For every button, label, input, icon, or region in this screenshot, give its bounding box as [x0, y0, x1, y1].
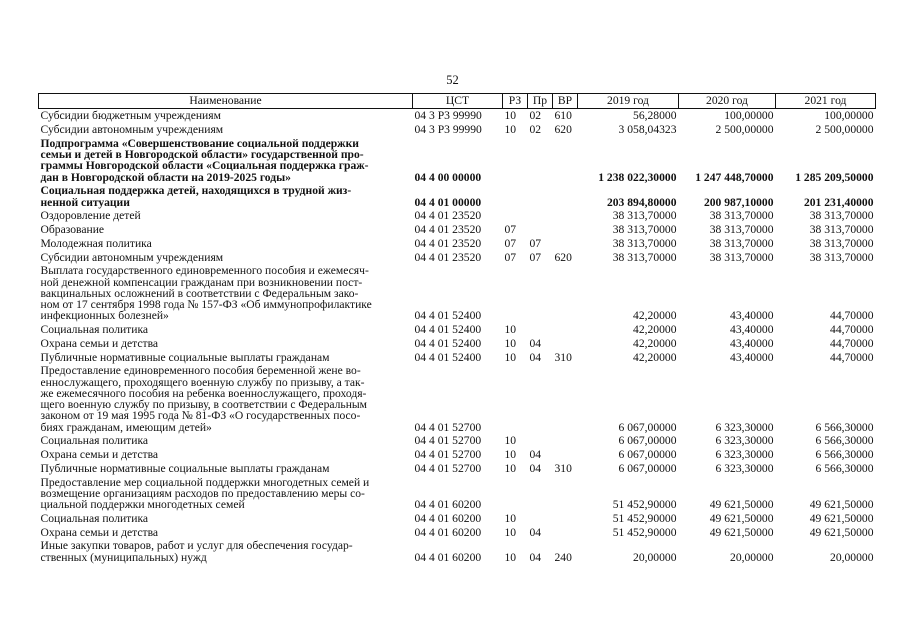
cell-name-line: Субсидии автономным учреждениям — [40, 123, 224, 137]
cell-pr — [528, 475, 553, 511]
table-row — [39, 223, 876, 237]
cell-pr — [528, 323, 553, 337]
cell-cst: 04 4 01 52700 — [414, 420, 482, 434]
cell-cst: 04 4 01 52400 — [414, 350, 482, 364]
cell-2021: 201 231,40000 — [803, 195, 874, 209]
cell-2021: 6 566,30000 — [815, 448, 874, 462]
cell-rz — [503, 264, 528, 323]
cell-2019: 20,00000 — [633, 550, 677, 564]
cell-2019: 51 452,90000 — [612, 525, 677, 539]
cell-2020: 38 313,70000 — [709, 209, 774, 223]
cell-2021: 2 500,00000 — [815, 123, 874, 137]
cell-name — [39, 350, 413, 364]
cell-pr: 04 — [529, 461, 542, 475]
table-row — [39, 109, 876, 123]
cell-name-line: еннослужащего, проходящего военную службу по призыву, а так- — [40, 375, 365, 389]
cell-name-line: дан в Новгородской области на 2019-2025 годы» — [40, 170, 291, 184]
cell-2020: 49 621,50000 — [709, 498, 774, 512]
cell-name — [39, 223, 413, 237]
table-row — [39, 237, 876, 251]
cell-2019: 38 313,70000 — [612, 209, 677, 223]
cell-pr — [528, 209, 553, 223]
cell-rz: 10 — [504, 511, 517, 525]
cell-2021: 6 566,30000 — [815, 420, 874, 434]
cell-name-line: граммы Новгородской области «Социальная поддержка граж- — [40, 159, 369, 173]
cell-cst: 04 4 01 52700 — [414, 461, 482, 475]
cell-2019: 51 452,90000 — [612, 498, 677, 512]
header-cst: ЦСТ — [413, 94, 503, 109]
cell-vr — [553, 209, 578, 223]
cell-rz: 10 — [504, 350, 517, 364]
cell-2020: 38 313,70000 — [709, 250, 774, 264]
header-vr: ВР — [553, 94, 578, 109]
cell-vr — [553, 137, 578, 184]
cell-pr — [528, 137, 553, 184]
cell-name-line: Субсидии автономным учреждениям — [40, 250, 224, 264]
cell-2019: 203 894,80000 — [606, 195, 677, 209]
cell-name-line: инфекционных болезней» — [40, 309, 169, 323]
cell-2020: 20,00000 — [730, 550, 774, 564]
cell-rz: 10 — [504, 336, 517, 350]
table-row — [39, 448, 876, 462]
cell-pr: 07 — [529, 236, 542, 250]
budget-table — [38, 93, 876, 564]
cell-2021: 49 621,50000 — [809, 511, 874, 525]
cell-cst: 04 4 01 60200 — [414, 511, 482, 525]
cell-2021: 1 285 209,50000 — [795, 170, 874, 184]
cell-name — [39, 323, 413, 337]
cell-pr: 04 — [529, 525, 542, 539]
cell-2019: 38 313,70000 — [612, 223, 677, 237]
cell-name — [39, 250, 413, 264]
page-number: 52 — [446, 73, 459, 87]
cell-name-line: семьи и детей в Новгородской области» государственной про- — [40, 148, 364, 162]
table-body — [39, 109, 876, 565]
cell-name-line: Молодежная политика — [40, 236, 152, 250]
cell-pr — [528, 184, 553, 209]
cell-2021: 44,70000 — [830, 336, 874, 350]
cell-vr — [553, 512, 578, 526]
cell-2020: 38 313,70000 — [709, 223, 774, 237]
cell-pr: 04 — [529, 550, 542, 564]
cell-2019: 56,28000 — [633, 109, 677, 123]
cell-2020: 6 323,30000 — [715, 448, 774, 462]
cell-rz — [503, 364, 528, 434]
cell-name — [39, 434, 413, 448]
cell-vr — [553, 525, 578, 539]
cell-2021: 38 313,70000 — [809, 250, 874, 264]
cell-2020: 43,40000 — [730, 350, 774, 364]
table-row — [39, 264, 876, 323]
cell-name-line: циальной поддержки многодетных семей — [40, 498, 245, 512]
cell-vr — [553, 475, 578, 511]
table-row — [39, 250, 876, 264]
cell-2021: 44,70000 — [830, 323, 874, 337]
cell-name — [39, 512, 413, 526]
cell-cst: 04 4 01 00000 — [414, 195, 482, 209]
cell-name — [39, 337, 413, 351]
cell-rz: 10 — [504, 434, 517, 448]
cell-cst: 04 4 01 23520 — [414, 209, 482, 223]
cell-vr — [553, 448, 578, 462]
table-row — [39, 123, 876, 137]
cell-pr — [528, 264, 553, 323]
cell-rz: 07 — [504, 250, 517, 264]
cell-2021: 6 566,30000 — [815, 461, 874, 475]
cell-name-line: щего военную службу по призыву, в соответствии с Федеральным — [40, 398, 368, 412]
cell-name — [39, 137, 413, 184]
table-row — [39, 209, 876, 223]
cell-cst: 04 4 01 23520 — [414, 236, 482, 250]
cell-vr — [553, 223, 578, 237]
cell-name — [39, 462, 413, 476]
cell-name — [39, 448, 413, 462]
cell-name-line: же ежемесячного пособия на ребенка военнослужащего, проходя- — [40, 386, 367, 400]
cell-name-line: биях гражданам, имеющим детей» — [40, 420, 212, 434]
cell-2021: 38 313,70000 — [809, 209, 874, 223]
cell-2020: 1 247 448,70000 — [695, 170, 774, 184]
cell-name-line: Оздоровление детей — [40, 209, 141, 223]
table-row — [39, 137, 876, 184]
cell-cst: 04 4 01 60200 — [414, 550, 482, 564]
cell-rz: 10 — [504, 109, 517, 123]
cell-2020: 43,40000 — [730, 309, 774, 323]
cell-name-line: Субсидии бюджетным учреждениям — [40, 109, 221, 123]
cell-rz — [503, 184, 528, 209]
cell-name — [39, 237, 413, 251]
table-row — [39, 475, 876, 511]
cell-name — [39, 525, 413, 539]
cell-name-line: ной денежной компенсации гражданам при возникновении пост- — [40, 275, 363, 289]
cell-name-line: вакцинальных осложнений в соответствии с Федеральным зако- — [40, 286, 359, 300]
cell-name-line: Социальная поддержка детей, находящихся в трудной жиз- — [40, 184, 352, 198]
cell-vr: 240 — [554, 550, 572, 564]
cell-2020: 6 323,30000 — [715, 434, 774, 448]
cell-rz: 10 — [504, 525, 517, 539]
cell-name-line: Охрана семьи и детства — [40, 336, 159, 350]
cell-pr — [528, 364, 553, 434]
cell-name-line: Подпрограмма «Совершенствование социальной поддержки — [40, 136, 359, 150]
cell-2019: 1 238 022,30000 — [598, 170, 677, 184]
cell-2019: 6 067,00000 — [618, 448, 677, 462]
header-2020: 2020 год — [679, 94, 776, 109]
cell-name-line: Публичные нормативные социальные выплаты гражданам — [40, 461, 330, 475]
cell-name-line: Публичные нормативные социальные выплаты гражданам — [40, 350, 330, 364]
cell-name-line: возмещение организациям расходов по предоставлению меры со- — [40, 486, 365, 500]
cell-name — [39, 109, 413, 123]
header-pr: Пр — [528, 94, 553, 109]
cell-cst: 04 4 01 52400 — [414, 309, 482, 323]
cell-pr — [528, 512, 553, 526]
cell-2019: 42,20000 — [633, 350, 677, 364]
cell-2021: 6 566,30000 — [815, 434, 874, 448]
cell-name-line: ном от 17 сентября 1998 года № 157-ФЗ «Об иммунопрофилактике — [40, 298, 372, 312]
cell-cst: 04 3 Р3 99990 — [414, 109, 482, 123]
cell-vr — [553, 264, 578, 323]
cell-name-line: Иные закупки товаров, работ и услуг для обеспечения государ- — [40, 539, 353, 553]
cell-cst: 04 3 Р3 99990 — [414, 123, 482, 137]
cell-rz: 10 — [504, 323, 517, 337]
table-row — [39, 364, 876, 434]
cell-name-line: Социальная политика — [40, 511, 149, 525]
cell-2021: 38 313,70000 — [809, 223, 874, 237]
cell-2019: 6 067,00000 — [618, 420, 677, 434]
cell-name — [39, 539, 413, 564]
cell-2020: 49 621,50000 — [709, 525, 774, 539]
cell-2019: 42,20000 — [633, 336, 677, 350]
cell-vr — [553, 184, 578, 209]
cell-vr: 610 — [554, 109, 572, 123]
cell-name-line: ственных (муниципальных) нужд — [40, 550, 207, 564]
cell-name-line: Образование — [40, 223, 105, 237]
cell-name — [39, 264, 413, 323]
header-2019: 2019 год — [578, 94, 679, 109]
cell-rz: 10 — [504, 461, 517, 475]
cell-cst: 04 4 00 00000 — [414, 170, 482, 184]
header-2021: 2021 год — [776, 94, 876, 109]
cell-name-line: Охрана семьи и детства — [40, 525, 159, 539]
table-header-row — [39, 94, 876, 109]
cell-name — [39, 364, 413, 434]
cell-2019: 42,20000 — [633, 323, 677, 337]
cell-name — [39, 123, 413, 137]
cell-vr — [553, 323, 578, 337]
cell-name-line: Выплата государственного единовременного пособия и ежемесяч- — [40, 264, 369, 278]
cell-name — [39, 209, 413, 223]
cell-cst: 04 4 01 23520 — [414, 223, 482, 237]
cell-2019: 6 067,00000 — [618, 461, 677, 475]
cell-2020: 6 323,30000 — [715, 461, 774, 475]
cell-name-line: Социальная политика — [40, 434, 149, 448]
cell-2021: 100,00000 — [824, 109, 874, 123]
cell-name-line: Предоставление единовременного пособия беременной жене во- — [40, 364, 361, 378]
table-row — [39, 434, 876, 448]
cell-pr: 04 — [529, 350, 542, 364]
cell-2021: 44,70000 — [830, 350, 874, 364]
cell-2020: 200 987,10000 — [703, 195, 774, 209]
table-row — [39, 462, 876, 476]
cell-vr: 310 — [554, 461, 572, 475]
cell-2020: 43,40000 — [730, 323, 774, 337]
cell-name-line: законом от 19 мая 1995 года № 81-ФЗ «О государственных посо- — [40, 409, 361, 423]
cell-name — [39, 184, 413, 209]
cell-vr — [553, 337, 578, 351]
cell-2019: 42,20000 — [633, 309, 677, 323]
cell-name — [39, 475, 413, 511]
cell-rz: 07 — [504, 236, 517, 250]
cell-rz: 10 — [504, 550, 517, 564]
cell-rz: 07 — [504, 223, 517, 237]
cell-vr: 620 — [554, 123, 572, 137]
table-row — [39, 525, 876, 539]
cell-rz: 10 — [504, 448, 517, 462]
cell-rz: 10 — [504, 123, 517, 137]
cell-cst: 04 4 01 60200 — [414, 525, 482, 539]
table-row — [39, 512, 876, 526]
cell-vr — [553, 237, 578, 251]
cell-pr: 04 — [529, 336, 542, 350]
cell-2020: 6 323,30000 — [715, 420, 774, 434]
cell-cst: 04 4 01 52700 — [414, 434, 482, 448]
cell-name-line: Предоставление мер социальной поддержки многодетных семей и — [40, 475, 370, 489]
table-row — [39, 350, 876, 364]
cell-rz — [503, 209, 528, 223]
cell-pr — [528, 223, 553, 237]
cell-2021: 38 313,70000 — [809, 236, 874, 250]
cell-pr: 02 — [529, 109, 542, 123]
cell-2019: 3 058,04323 — [618, 123, 677, 137]
cell-pr — [528, 434, 553, 448]
cell-2020: 38 313,70000 — [709, 236, 774, 250]
cell-2019: 51 452,90000 — [612, 511, 677, 525]
cell-pr: 02 — [529, 123, 542, 137]
cell-rz — [503, 137, 528, 184]
cell-rz — [503, 475, 528, 511]
cell-pr: 04 — [529, 448, 542, 462]
table-row — [39, 323, 876, 337]
cell-vr: 310 — [554, 350, 572, 364]
cell-cst: 04 4 01 52400 — [414, 336, 482, 350]
cell-pr: 07 — [529, 250, 542, 264]
cell-cst: 04 4 01 60200 — [414, 498, 482, 512]
cell-2020: 2 500,00000 — [715, 123, 774, 137]
cell-name-line: ненной ситуации — [40, 195, 130, 209]
cell-2020: 49 621,50000 — [709, 511, 774, 525]
cell-name-line: Социальная политика — [40, 323, 149, 337]
cell-cst: 04 4 01 52700 — [414, 448, 482, 462]
cell-2020: 100,00000 — [724, 109, 774, 123]
cell-2021: 49 621,50000 — [809, 498, 874, 512]
cell-2019: 6 067,00000 — [618, 434, 677, 448]
cell-2021: 20,00000 — [830, 550, 874, 564]
cell-2019: 38 313,70000 — [612, 236, 677, 250]
cell-2019: 38 313,70000 — [612, 250, 677, 264]
header-name: Наименование — [39, 94, 413, 109]
cell-cst: 04 4 01 52400 — [414, 323, 482, 337]
cell-vr: 620 — [554, 250, 572, 264]
cell-vr — [553, 434, 578, 448]
cell-2021: 49 621,50000 — [809, 525, 874, 539]
cell-2021: 44,70000 — [830, 309, 874, 323]
table-row — [39, 337, 876, 351]
cell-cst: 04 4 01 23520 — [414, 250, 482, 264]
cell-2020: 43,40000 — [730, 336, 774, 350]
cell-name-line: Охрана семьи и детства — [40, 448, 159, 462]
table-row — [39, 539, 876, 564]
table-row — [39, 184, 876, 209]
header-rz: РЗ — [503, 94, 528, 109]
cell-vr — [553, 364, 578, 434]
